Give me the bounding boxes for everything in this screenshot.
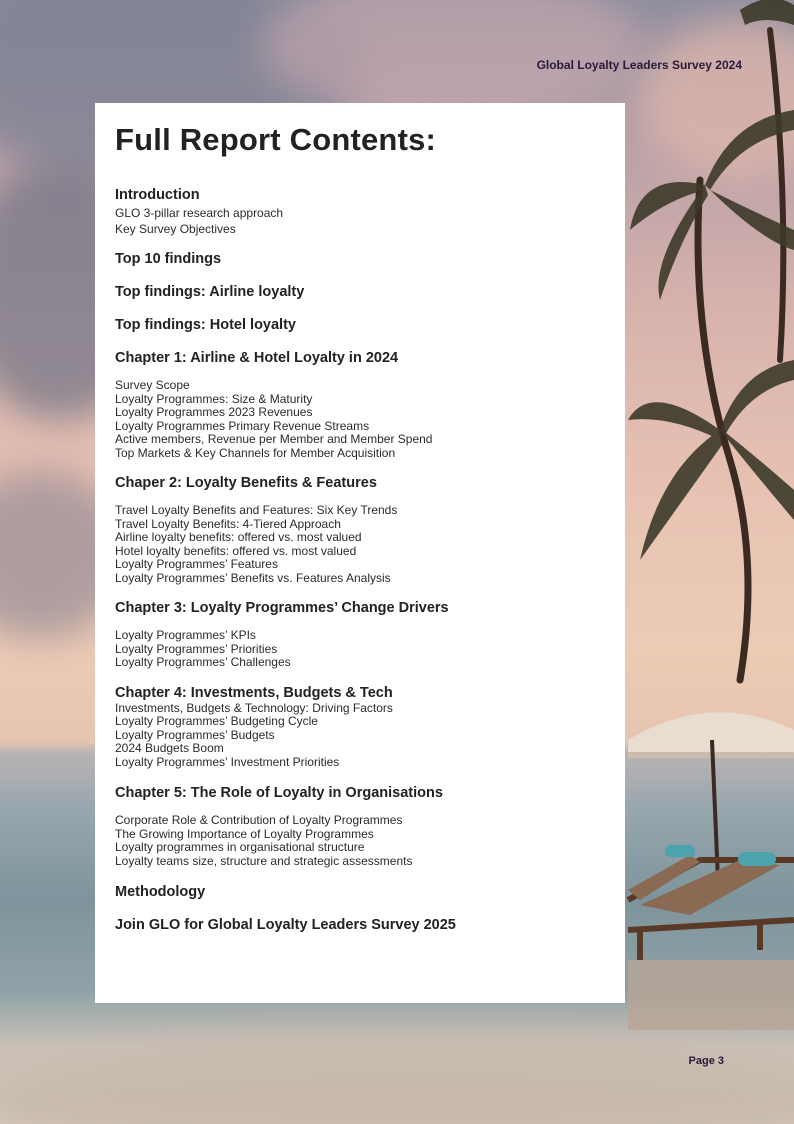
toc-top-airline: Top findings: Airline loyalty [115, 284, 305, 300]
list-item: Loyalty Programmes’ Budgets [115, 727, 275, 742]
page-number: Page 3 [688, 1055, 724, 1067]
toc-section-chapter-2 [115, 475, 605, 585]
list-item: Loyalty Programmes’ Challenges [115, 655, 291, 669]
toc-top10-findings: Top 10 findings [115, 251, 222, 267]
list-item: Active members, Revenue per Member and Member Spend [115, 432, 433, 446]
toc-section-chapter-3 [115, 600, 605, 670]
list-item: Hotel loyalty benefits: offered vs. most valued [115, 543, 357, 558]
list-item: Loyalty programmes in organisational structure [115, 840, 365, 854]
toc-section-chapter-5 [115, 785, 605, 868]
list-item: Investments, Budgets & Technology: Driving Factors [115, 700, 393, 715]
list-item: GLO 3-pillar research approach [115, 206, 284, 220]
section-title: Chapter 4: Investments, Budgets & Tech [115, 684, 393, 701]
list-item: Loyalty Programmes’ Priorities [115, 641, 278, 656]
contents-card [95, 103, 625, 1003]
list-item: Survey Scope [115, 378, 190, 392]
section-title: Chapter 1: Airline & Hotel Loyalty in 2024 [115, 350, 399, 366]
section-title: Chaper 2: Loyalty Benefits & Features [115, 475, 377, 491]
list-item: Travel Loyalty Benefits and Features: Six Key Trends [115, 503, 398, 517]
page-title: Full Report Contents: [115, 122, 437, 157]
toc-top-hotel: Top findings: Hotel loyalty [115, 317, 296, 333]
list-item: Loyalty teams size, structure and strategic assessments [115, 853, 413, 868]
list-item: Key Survey Objectives [115, 222, 236, 236]
list-item: Loyalty Programmes: Size & Maturity [115, 391, 313, 406]
list-item: Loyalty Programmes’ KPIs [115, 628, 256, 642]
list-item: Loyalty Programmes’ Investment Priorities [115, 754, 340, 769]
survey-title: Global Loyalty Leaders Survey 2024 [536, 58, 742, 72]
toc-section-chapter-1 [115, 350, 605, 460]
list-item: 2024 Budgets Boom [115, 741, 224, 755]
list-item: Airline loyalty benefits: offered vs. most valued [115, 530, 362, 544]
toc-join-glo: Join GLO for Global Loyalty Leaders Survey 2025 [115, 917, 456, 933]
toc-section-introduction [115, 187, 605, 237]
list-item: Top Markets & Key Channels for Member Acquisition [115, 445, 396, 460]
list-item: Loyalty Programmes 2023 Revenues [115, 405, 313, 419]
toc-section-chapter-4 [115, 685, 605, 770]
list-item: Corporate Role & Contribution of Loyalty Programmes [115, 813, 403, 827]
list-item: Loyalty Programmes Primary Revenue Streams [115, 418, 370, 433]
list-item: Travel Loyalty Benefits: 4-Tiered Approach [115, 516, 341, 531]
list-item: Loyalty Programmes’ Budgeting Cycle [115, 714, 318, 728]
list-item: The Growing Importance of Loyalty Programmes [115, 826, 374, 841]
section-title: Chapter 5: The Role of Loyalty in Organisations [115, 785, 443, 801]
list-item: Loyalty Programmes’ Features [115, 557, 278, 571]
toc-methodology: Methodology [115, 884, 206, 900]
list-item: Loyalty Programmes’ Benefits vs. Features Analysis [115, 570, 391, 585]
section-title: Chapter 3: Loyalty Programmes’ Change Drivers [115, 600, 449, 616]
section-title: Introduction [115, 187, 200, 203]
